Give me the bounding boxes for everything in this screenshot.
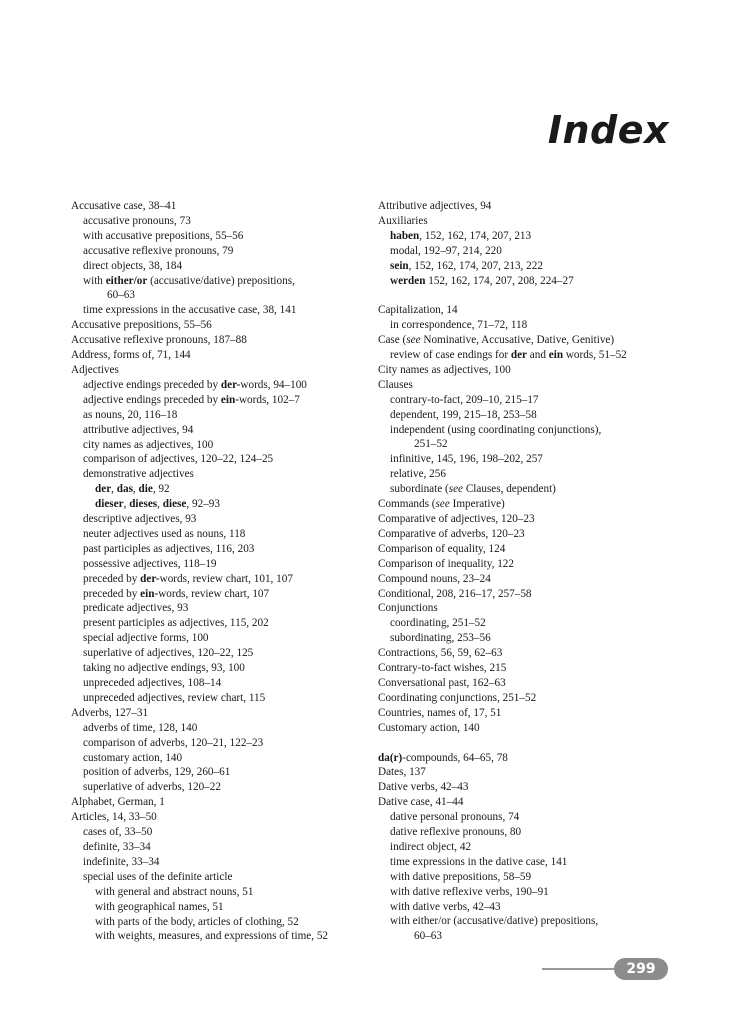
index-entry-part: die — [138, 483, 153, 496]
index-subentry: with general and abstract nouns, 51 — [95, 885, 254, 898]
index-entry-part: words, 51–52 — [563, 349, 627, 362]
index-subentry: indirect object, 42 — [390, 840, 472, 853]
index-subentry: with parts of the body, articles of clothing, 52 — [95, 915, 299, 928]
index-subentry — [71, 497, 371, 512]
index-subentry: demonstrative adjectives — [83, 468, 194, 481]
index-entry-part: adjective endings preceded by — [83, 378, 221, 391]
index-entry: Dates, 137 — [378, 766, 426, 779]
index-subentry: past participles as adjectives, 116, 203 — [83, 542, 255, 555]
index-subentry: definite, 33–34 — [83, 840, 151, 853]
index-subentry: 60–63 — [107, 289, 135, 302]
index-entry: Conversational past, 162–63 — [378, 676, 506, 689]
index-subentry: 251–52 — [414, 438, 448, 451]
index-subentry: as nouns, 20, 116–18 — [83, 408, 178, 421]
index-entry: Countries, names of, 17, 51 — [378, 706, 502, 719]
index-entry: Adjectives — [71, 363, 119, 376]
index-entry-part: das — [116, 483, 133, 496]
index-entry-part: 152, 162, 174, 207, 208, 224–27 — [425, 274, 574, 287]
index-entry-part: dieser — [95, 498, 124, 511]
index-entry: Contractions, 56, 59, 62–63 — [378, 647, 503, 660]
index-subentry: superlative of adjectives, 120–22, 125 — [83, 647, 254, 660]
index-entry: Conjunctions — [378, 602, 438, 615]
index-column-right — [378, 199, 678, 944]
index-entry-part: der — [95, 483, 112, 496]
index-subentry: relative, 256 — [390, 468, 446, 481]
index-subentry: taking no adjective endings, 93, 100 — [83, 662, 245, 675]
index-subentry: with accusative prepositions, 55–56 — [83, 229, 244, 242]
index-subentry: special uses of the definite article — [83, 870, 233, 883]
index-subentry: adverbs of time, 128, 140 — [83, 721, 198, 734]
index-subentry: descriptive adjectives, 93 — [83, 513, 197, 526]
index-subentry: dative reflexive pronouns, 80 — [390, 826, 522, 839]
index-entry: Address, forms of, 71, 144 — [71, 349, 191, 362]
index-entry: Coordinating conjunctions, 251–52 — [378, 691, 537, 704]
index-subentry: with geographical names, 51 — [95, 900, 224, 913]
index-subentry: with dative prepositions, 58–59 — [390, 870, 532, 883]
index-entry: Articles, 14, 33–50 — [71, 811, 157, 824]
index-subentry — [378, 348, 678, 363]
index-subentry: subordinating, 253–56 — [390, 632, 491, 645]
index-entry: Clauses — [378, 378, 413, 391]
index-subentry: with dative reflexive verbs, 190–91 — [390, 885, 549, 898]
page-number-badge: 299 — [614, 958, 668, 980]
index-subentry — [71, 587, 371, 602]
index-entry-part: review of case endings for — [390, 349, 511, 362]
index-column-left — [71, 199, 371, 944]
index-subentry — [71, 393, 371, 408]
index-subentry: special adjective forms, 100 — [83, 632, 209, 645]
index-entry: Alphabet, German, 1 — [71, 796, 165, 809]
index-entry-part: see — [406, 334, 421, 347]
index-subentry: customary action, 140 — [83, 751, 183, 764]
page-number-rule — [542, 968, 624, 970]
index-subentry: time expressions in the accusative case, 38, 141 — [83, 304, 297, 317]
index-entry-part: see — [435, 498, 450, 511]
index-subentry: present participles as adjectives, 115, 202 — [83, 617, 269, 630]
index-entry-part: with — [83, 274, 106, 287]
index-entry-part: , 152, 162, 174, 207, 213 — [419, 229, 532, 242]
index-subentry — [378, 274, 678, 289]
index-entry-part: , 92 — [152, 483, 170, 496]
index-entry-part: -compounds, 64–65, 78 — [402, 751, 508, 764]
index-subentry: unpreceded adjectives, 108–14 — [83, 677, 222, 689]
index-subentry: with dative verbs, 42–43 — [390, 900, 501, 913]
index-subentry: position of adverbs, 129, 260–61 — [83, 766, 231, 779]
index-subentry — [71, 572, 371, 587]
index-entry-part: see — [448, 483, 464, 496]
index-entry: Compound nouns, 23–24 — [378, 572, 491, 585]
index-subentry: city names as adjectives, 100 — [83, 438, 214, 451]
index-entry-part: words, review chart, 101, 107 — [159, 572, 293, 585]
index-entry-part: , — [157, 498, 163, 511]
index-entry-part: ein- — [220, 393, 239, 406]
index-entry-part: haben — [390, 229, 420, 242]
index-entry-part: , — [132, 483, 139, 496]
index-subentry: direct objects, 38, 184 — [83, 259, 183, 272]
page-title: Index — [547, 108, 669, 152]
index-entry-part: da(r) — [378, 751, 403, 764]
index-entry-part: diese — [162, 498, 187, 511]
index-entry — [378, 333, 678, 348]
index-entry-part: and — [527, 349, 549, 362]
index-subentry — [378, 229, 678, 244]
index-subentry: accusative pronouns, 73 — [83, 214, 191, 227]
index-entry: Contrary-to-fact wishes, 215 — [378, 662, 507, 675]
index-subentry: comparison of adjectives, 120–22, 124–25 — [83, 453, 274, 466]
index-entry: Dative case, 41–44 — [378, 796, 464, 809]
index-entry: Comparison of inequality, 122 — [378, 557, 514, 570]
index-spacer — [378, 288, 678, 303]
index-subentry: neuter adjectives used as nouns, 118 — [83, 527, 246, 540]
index-entry: Adverbs, 127–31 — [71, 706, 149, 719]
index-subentry: comparison of adverbs, 120–21, 122–23 — [83, 736, 264, 749]
index-subentry — [378, 482, 678, 497]
index-subentry: dependent, 199, 215–18, 253–58 — [390, 408, 537, 421]
index-entry: Comparative of adverbs, 120–23 — [378, 527, 525, 540]
index-subentry: attributive adjectives, 94 — [83, 423, 194, 436]
index-entry-part: der- — [140, 572, 160, 585]
index-entry-part: adjective endings preceded by — [83, 393, 221, 406]
index-entry-part: words, 94–100 — [240, 378, 307, 391]
index-subentry: 60–63 — [414, 930, 442, 943]
index-subentry: modal, 192–97, 214, 220 — [390, 244, 502, 257]
index-subentry: cases of, 33–50 — [83, 826, 153, 839]
index-entry-part: Imperative) — [449, 498, 505, 511]
index-entry: Accusative case, 38–41 — [71, 200, 177, 212]
index-subentry: possessive adjectives, 118–19 — [83, 557, 217, 570]
index-entry-part: der — [510, 349, 527, 362]
index-entry: Customary action, 140 — [378, 721, 480, 734]
index-entry-part: ein- — [140, 587, 159, 600]
index-entry-part: der- — [220, 378, 241, 391]
index-spacer — [378, 736, 678, 751]
index-entry-part: Case ( — [378, 334, 407, 347]
index-subentry: with weights, measures, and expressions of time, 52 — [95, 930, 329, 943]
index-entry-part: Commands ( — [378, 498, 436, 511]
index-subentry: contrary-to-fact, 209–10, 215–17 — [390, 393, 539, 406]
index-subentry: predicate adjectives, 93 — [83, 602, 189, 615]
index-subentry — [71, 482, 371, 497]
index-subentry: time expressions in the dative case, 141 — [390, 855, 568, 868]
index-entry-part: subordinate ( — [390, 483, 449, 496]
index-entry-part: , 92–93 — [186, 498, 220, 511]
index-subentry — [71, 378, 371, 393]
index-entry-part: either/or — [105, 274, 148, 287]
index-entry-part: Nominative, Accusative, Dative, Genitive) — [420, 334, 615, 347]
index-subentry: unpreceded adjectives, review chart, 115 — [83, 691, 266, 704]
index-subentry: infinitive, 145, 196, 198–202, 257 — [390, 453, 543, 466]
index-entry-part: dieses — [129, 498, 158, 511]
index-entry-part: words, review chart, 107 — [158, 587, 270, 600]
index-subentry: superlative of adverbs, 120–22 — [83, 781, 221, 794]
index-subentry: dative personal pronouns, 74 — [390, 811, 520, 824]
index-entry: Conditional, 208, 216–17, 257–58 — [378, 587, 532, 600]
index-subentry — [71, 274, 371, 289]
index-entry-part: preceded by — [83, 587, 141, 600]
index-subentry: coordinating, 251–52 — [390, 617, 486, 630]
index-entry-part: sein — [390, 259, 409, 272]
index-entry: Dative verbs, 42–43 — [378, 781, 469, 794]
index-entry-part: (accusative/dative) prepositions, — [147, 274, 295, 287]
index-entry-part: ein — [548, 349, 564, 362]
index-entry: Auxiliaries — [378, 214, 428, 227]
index-entry: Attributive adjectives, 94 — [378, 200, 492, 212]
index-entry-part: , — [111, 483, 117, 496]
index-entry-part: , 152, 162, 174, 207, 213, 222 — [408, 259, 543, 272]
index-entry — [378, 497, 678, 512]
index-subentry — [378, 259, 678, 274]
index-subentry: indefinite, 33–34 — [83, 855, 160, 868]
index-entry: Capitalization, 14 — [378, 304, 458, 317]
index-entry: City names as adjectives, 100 — [378, 363, 511, 376]
index-entry: Accusative prepositions, 55–56 — [71, 319, 212, 332]
index-entry-part: preceded by — [83, 572, 141, 585]
index-entry: Accusative reflexive pronouns, 187–88 — [71, 334, 247, 347]
index-subentry: in correspondence, 71–72, 118 — [390, 319, 528, 332]
index-entry-part: werden — [390, 274, 426, 287]
index-entry: Comparative of adjectives, 120–23 — [378, 513, 535, 526]
index-entry-part: words, 102–7 — [238, 393, 300, 406]
index-entry: Comparison of equality, 124 — [378, 542, 506, 555]
index-subentry: with either/or (accusative/dative) prepositions, — [390, 915, 599, 928]
index-subentry: accusative reflexive pronouns, 79 — [83, 244, 234, 257]
index-entry — [378, 751, 678, 766]
index-entry-part: Clauses, dependent) — [463, 483, 556, 496]
index-subentry: independent (using coordinating conjunctions), — [390, 423, 602, 436]
index-entry-part: , — [123, 498, 130, 511]
